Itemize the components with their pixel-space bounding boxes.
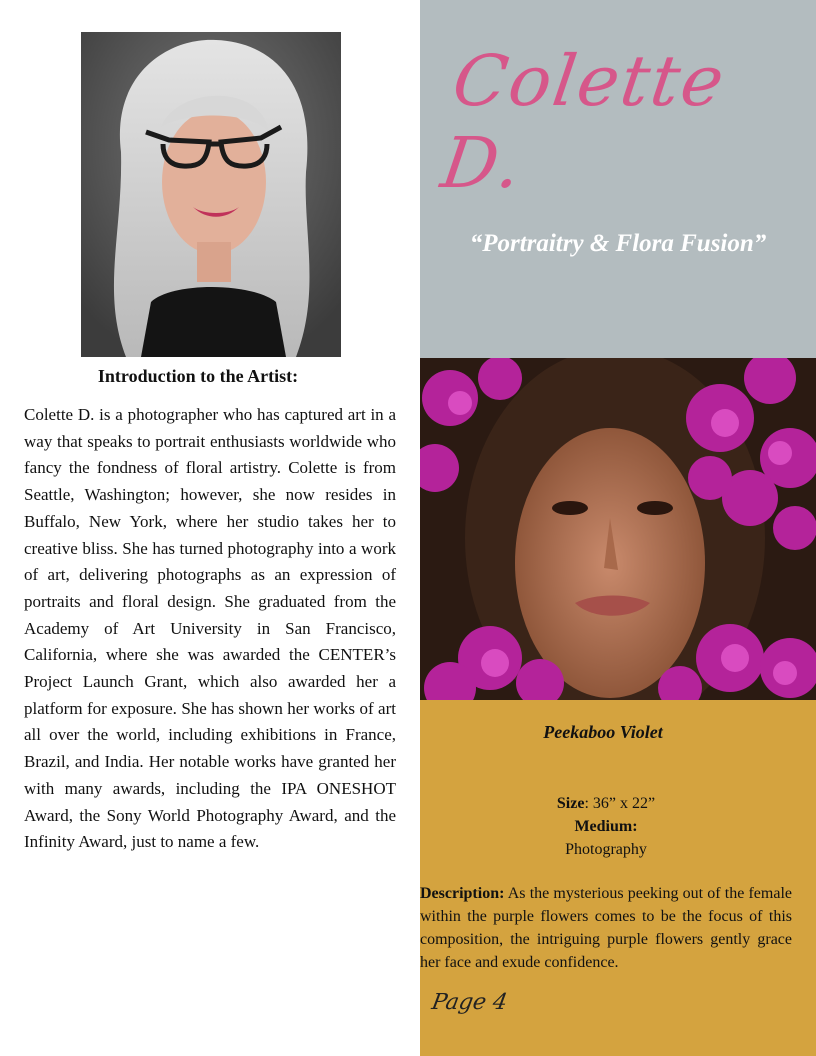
title-panel (420, 0, 816, 358)
tagline: “Portraitry & Flora Fusion” (469, 230, 767, 257)
artwork-photo-illustration (420, 358, 816, 700)
medium-label (420, 815, 792, 838)
artwork-size (420, 792, 792, 815)
right-column (420, 0, 816, 1056)
artist-portrait-illustration (81, 32, 341, 357)
intro-heading: Introduction to the Artist: (97, 366, 299, 386)
artist-name: Colette D. (436, 40, 731, 204)
medium-label-text: Medium: (574, 818, 638, 835)
artwork-specs (420, 792, 792, 861)
artwork-info-panel (420, 700, 816, 1056)
size-value: : 36” x 22” (584, 795, 656, 812)
artwork-title: Peekaboo Violet (543, 722, 663, 742)
description-label: Description: (420, 885, 505, 902)
artwork-photo (420, 358, 816, 700)
description-text: As the mysterious peeking out of the female within the purple flowers comes to be the focus of this composition, the intriguing purple flowers gently grace her face and exude confidence. (420, 885, 792, 971)
medium-value: Photography (565, 841, 647, 858)
artist-portrait-photo (81, 32, 341, 357)
page-number: Page 4 (429, 990, 510, 1015)
artwork-description (420, 882, 792, 974)
intro-paragraph: Colette D. is a photographer who has captured art in a way that speaks to portrait enthusiasts worldwide who fancy the fondness of floral artistry. Colette is from Seattle, Washington; however, she now resides in Buffalo, New York, where her studio takes her to creative bliss. She has turned photography into a work of art, delivering photographs as an expression of portraits and floral design. She graduated from the Academy of Art University in San Francisco, California, where she was awarded the CENTER’s Project Launch Grant, which also awarded her a platform for exposure. She has shown her works of art all over the world, including exhibitions in France, Brazil, and India. Her notable works have granted her with many awards, including the IPA ONESHOT Award, the Sony World Photography Award, and the Infinity Award, just to name a few. (24, 405, 396, 852)
size-label: Size (556, 795, 585, 812)
